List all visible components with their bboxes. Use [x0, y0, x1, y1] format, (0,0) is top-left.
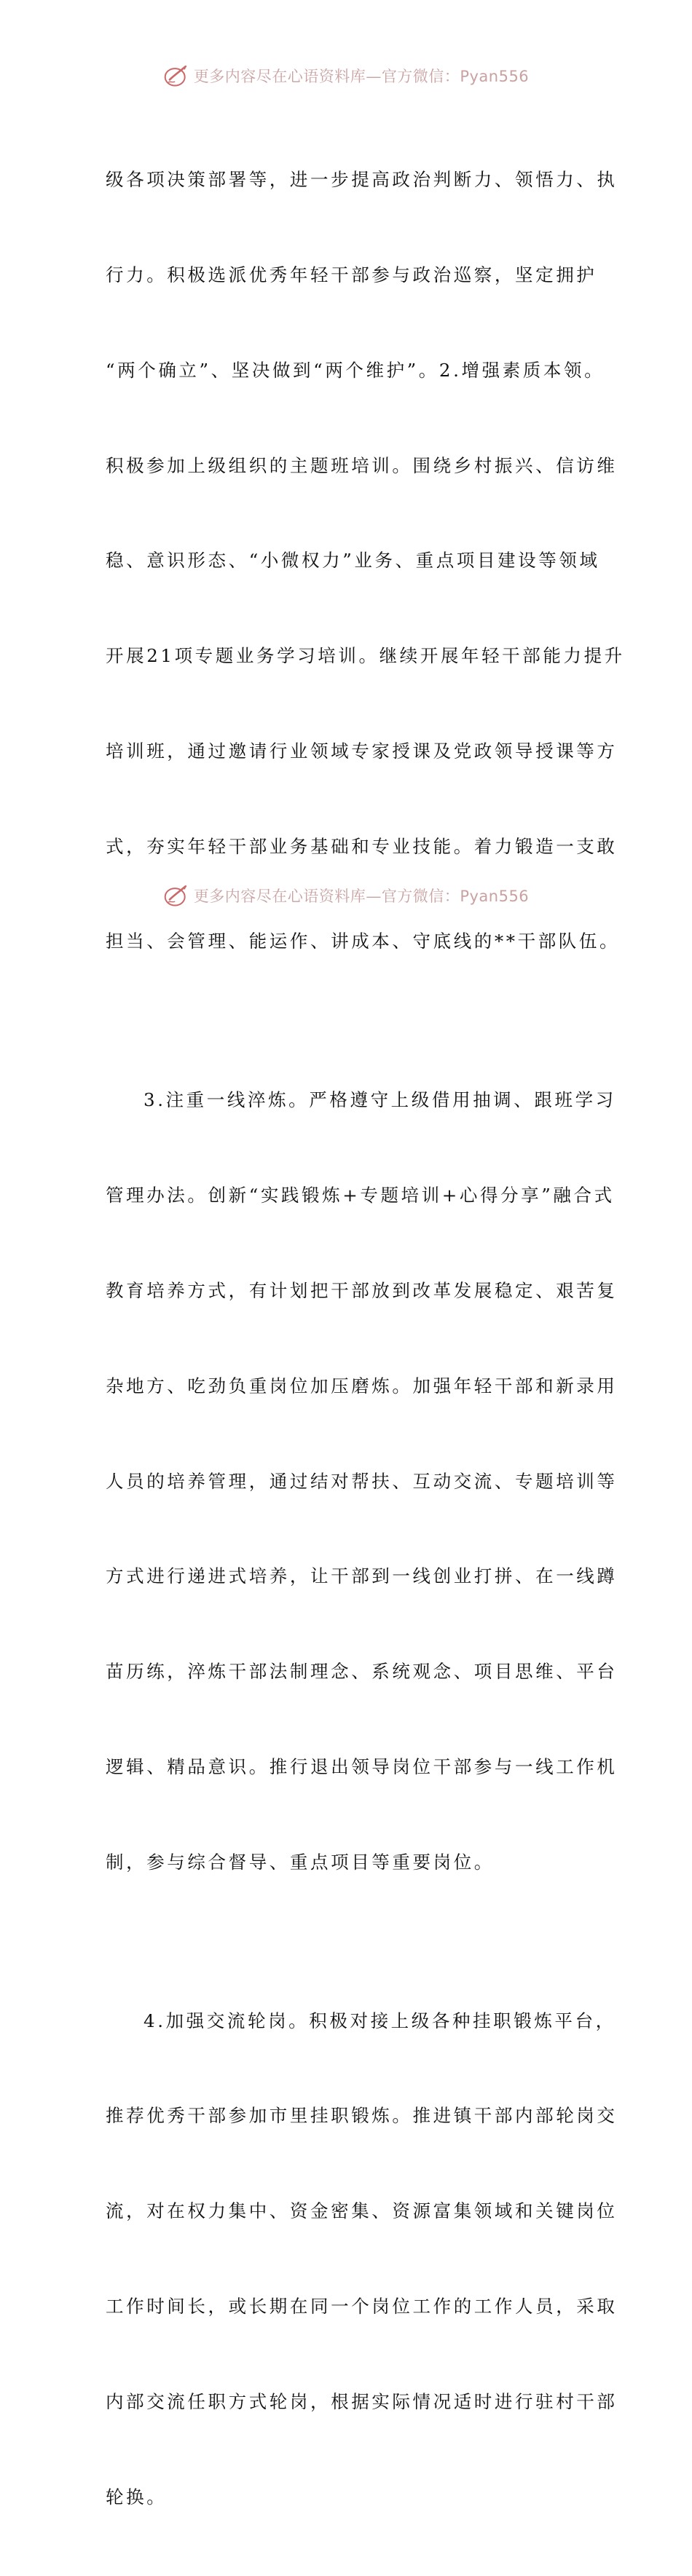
- text-line: 稳、意识形态、“小微权力”业务、重点项目建设等领域: [106, 550, 600, 572]
- footer-watermark: [0, 881, 692, 910]
- text-line: 内部交流任职方式轮岗，根据实际情况适时进行驻村干部: [106, 2390, 618, 2412]
- watermark-separator: —: [366, 888, 382, 905]
- watermark-group: [163, 882, 529, 909]
- text-line: 流，对在权力集中、资金密集、资源富集领域和关键岗位: [106, 2200, 618, 2222]
- text-line: 推荐优秀干部参加市里挂职锻炼。推进镇干部内部轮岗交: [106, 2105, 618, 2127]
- text-line: 杂地方、吃劲负重岗位加压磨炼。加强年轻干部和新录用: [106, 1375, 618, 1396]
- pen-logo-icon: [163, 882, 189, 909]
- text-line: 3.注重一线淬炼。严格遵守上级借用抽调、跟班学习: [143, 1089, 616, 1111]
- watermark-account-label: 官方微信：: [381, 68, 460, 85]
- text-line: 担当、会管理、能运作、讲成本、守底线的**干部队伍。: [106, 931, 621, 952]
- watermark-brand: 更多内容尽在心语资料库: [193, 68, 366, 85]
- watermark-text: [194, 885, 529, 906]
- text-line: 轮换。: [106, 2486, 168, 2508]
- text-line: 教育培养方式，有计划把干部放到改革发展稳定、艰苦复: [106, 1279, 618, 1301]
- watermark-group: [163, 63, 529, 89]
- text-line: 人员的培养管理，通过结对帮扶、互动交流、专题培训等: [106, 1470, 618, 1492]
- watermark-brand: 更多内容尽在心语资料库: [193, 888, 366, 905]
- watermark-account-label: 官方微信：: [381, 888, 460, 905]
- paragraph-frontline-training: [106, 1021, 616, 1941]
- text-line: 式，夯实年轻干部业务基础和专业技能。着力锻造一支敢: [106, 835, 618, 857]
- watermark-account-id: Pyan556: [460, 68, 530, 85]
- text-line: 积极参加上级组织的主题班培训。围绕乡村振兴、信访维: [106, 454, 618, 476]
- pen-logo-icon: [163, 63, 189, 89]
- text-line: 行力。积极选派优秀年轻干部参与政治巡察，坚定拥护: [106, 264, 597, 285]
- text-line: 制，参与综合督导、重点项目等重要岗位。: [106, 1851, 495, 1873]
- header-watermark: [0, 61, 692, 90]
- text-line: 管理办法。创新“实践锻炼+专题培训+心得分享”融合式: [106, 1185, 615, 1206]
- paragraph-job-rotation: [106, 1941, 616, 2576]
- text-line: 苗历练，淬炼干部法制理念、系统观念、项目思维、平台: [106, 1661, 618, 1683]
- text-line: 级各项决策部署等，进一步提高政治判断力、领悟力、执: [106, 169, 618, 191]
- watermark-separator: —: [366, 68, 382, 85]
- text-line: 方式进行递进式培养，让干部到一线创业打拼、在一线蹲: [106, 1565, 618, 1587]
- document-body: [106, 100, 625, 2576]
- text-line: 4.加强交流轮岗。积极对接上级各种挂职锻炼平台，: [143, 2010, 616, 2031]
- watermark-text: [194, 65, 529, 87]
- text-line: “两个确立”、坚决做到“两个维护”。2.增强素质本领。: [106, 359, 605, 381]
- watermark-account-id: Pyan556: [460, 888, 530, 905]
- text-line: 工作时间长，或长期在同一个岗位工作的工作人员，采取: [106, 2295, 618, 2317]
- text-line: 逻辑、精品意识。推行退出领导岗位干部参与一线工作机: [106, 1755, 618, 1777]
- text-line: 培训班，通过邀请行业领域专家授课及党政领导授课等方: [106, 740, 618, 762]
- text-line: 开展21项专题业务学习培训。继续开展年轻干部能力提升: [106, 645, 625, 667]
